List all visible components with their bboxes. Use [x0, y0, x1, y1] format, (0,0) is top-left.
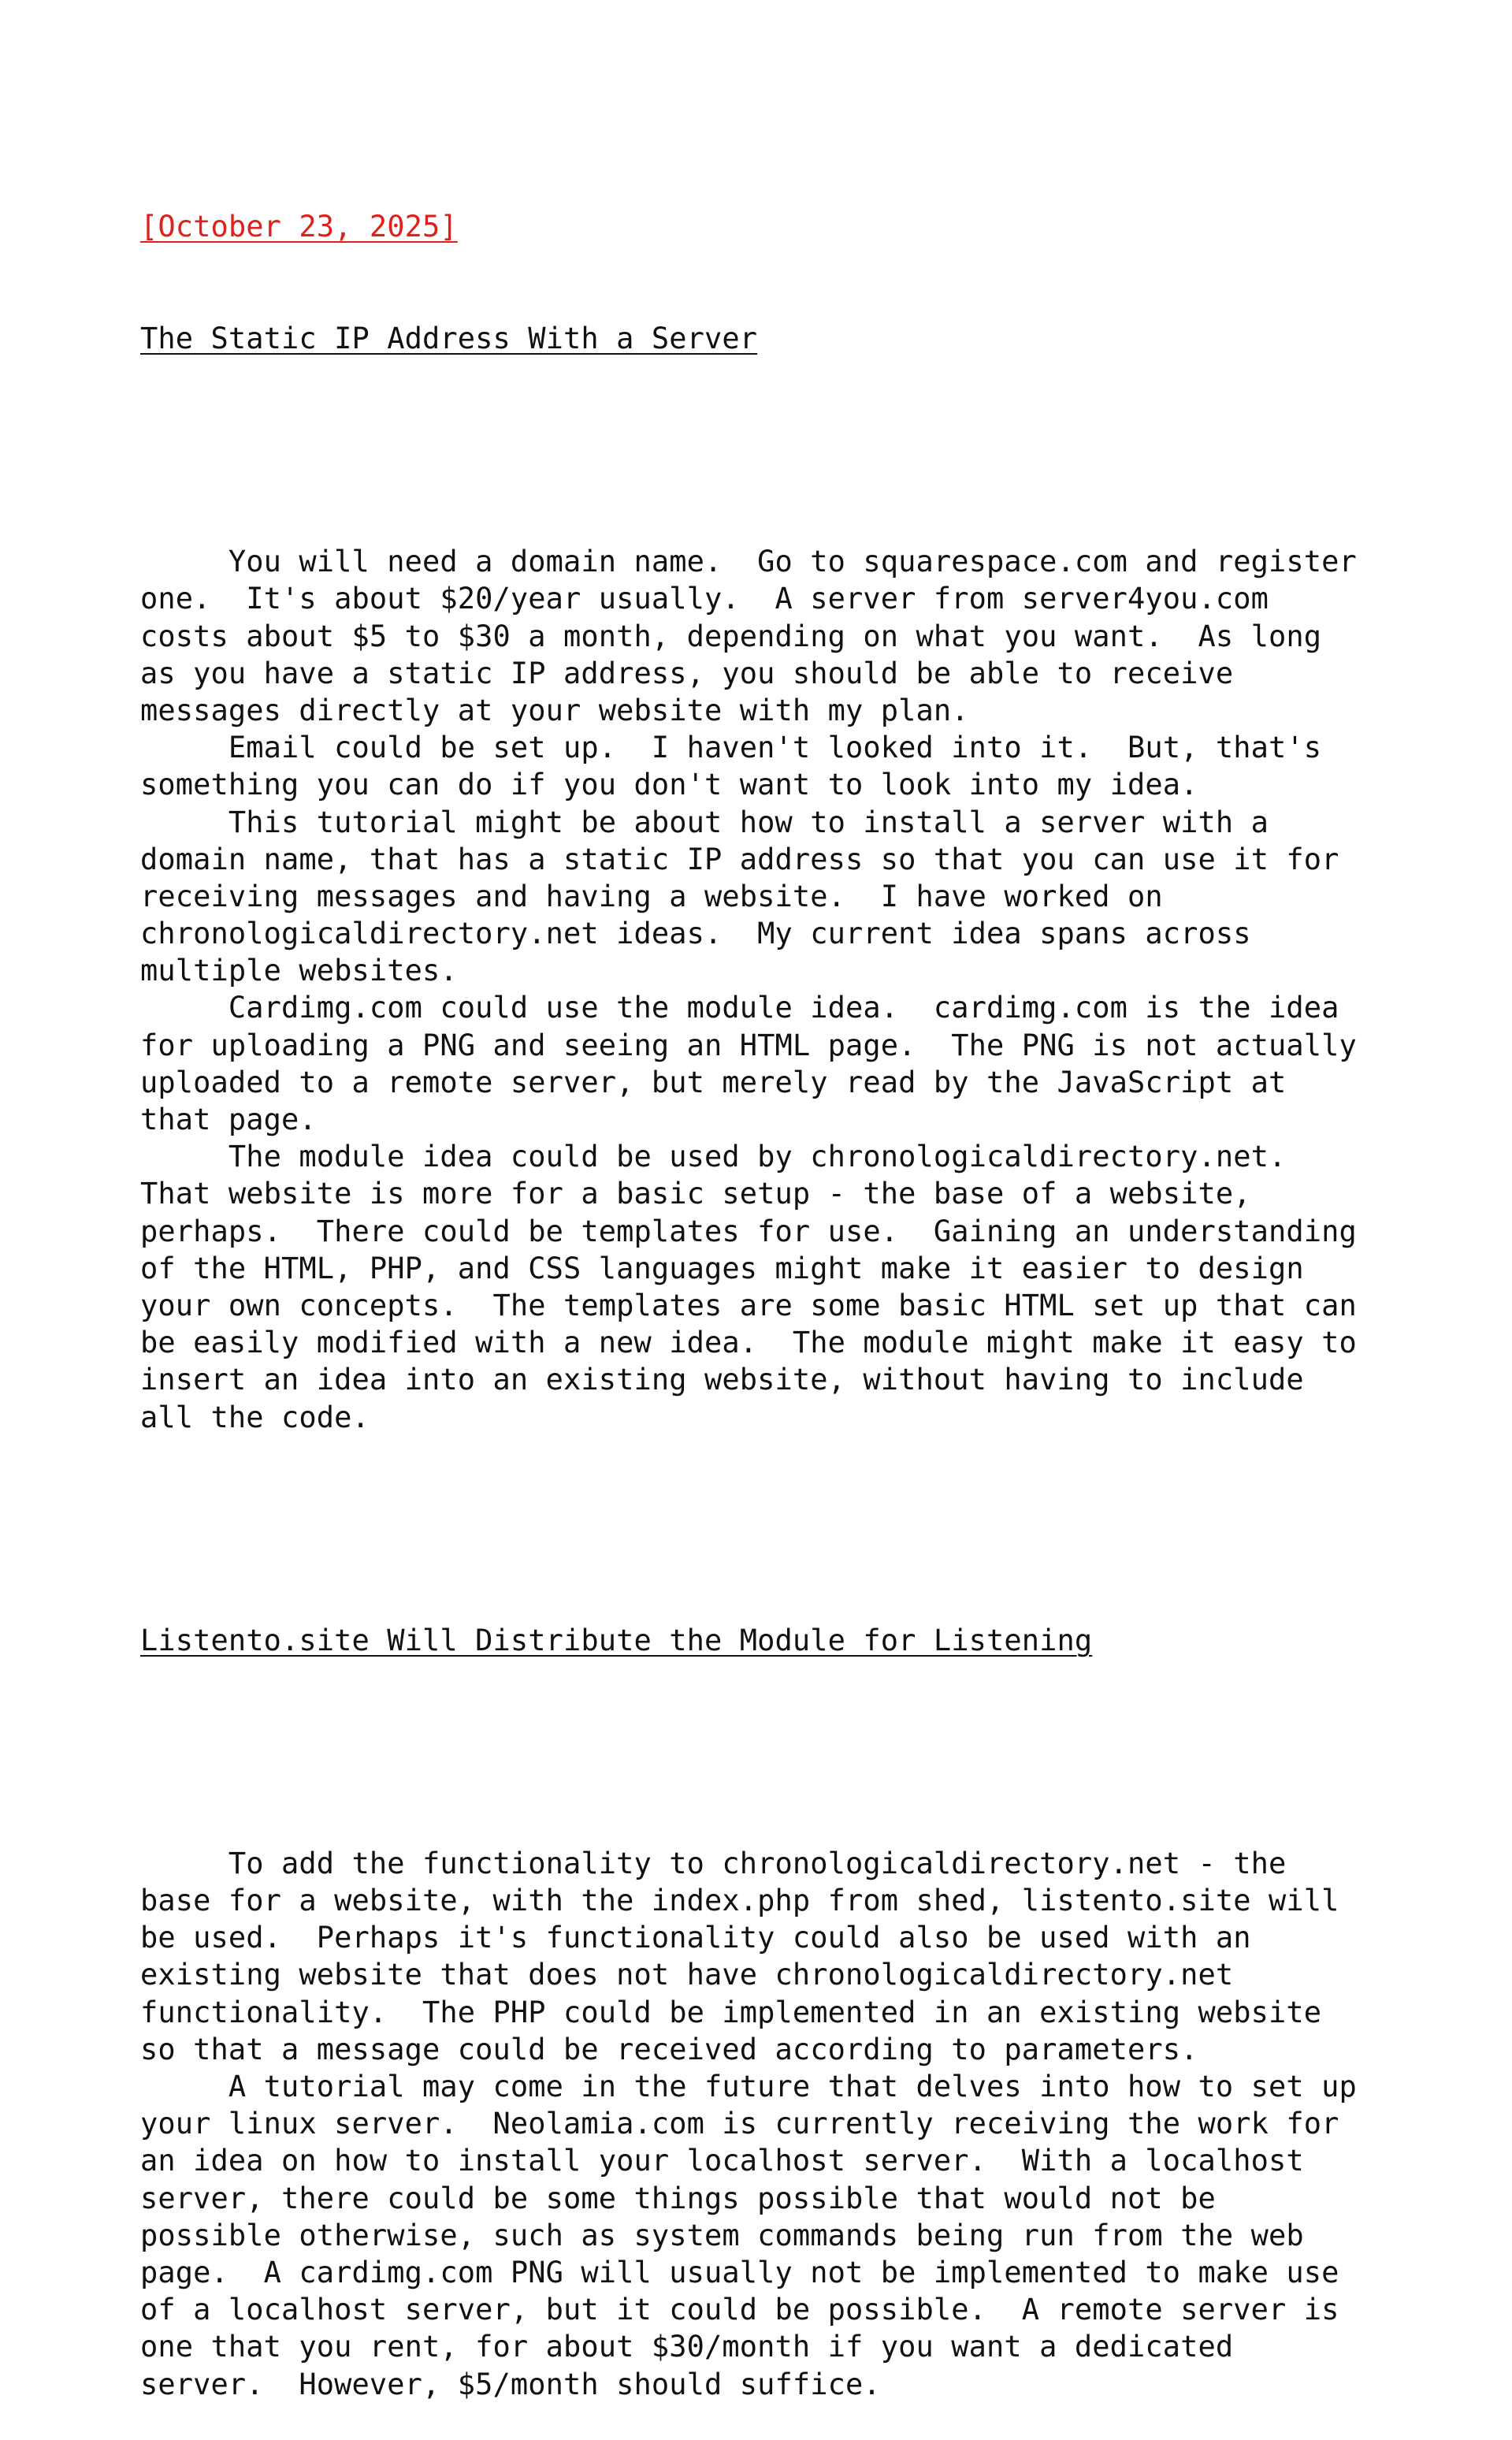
text-line: as you have a static IP address, you should be able to receive	[140, 656, 1234, 690]
text-line: of a localhost server, but it could be possible. A remote server is	[140, 2293, 1339, 2327]
text-line: perhaps. There could be templates for use. Gaining an understanding	[140, 1214, 1357, 1248]
text-line: receiving messages and having a website. I have worked on	[140, 879, 1163, 913]
document-date: [October 23, 2025]	[140, 210, 458, 244]
text-line: insert an idea into an existing website, without having to include	[140, 1363, 1304, 1397]
text-line: be easily modified with a new idea. The module might make it easy to	[140, 1326, 1357, 1360]
text-line: all the code.	[140, 1400, 370, 1434]
text-line: possible otherwise, such as system commands being run from the web	[140, 2218, 1304, 2252]
text-line: existing website that does not have chronologicaldirectory.net	[140, 1958, 1234, 1992]
text-line: functionality. The PHP could be implemented in an existing website	[140, 1995, 1322, 2029]
text-line: for uploading a PNG and seeing an HTML page. The PNG is not actually	[140, 1028, 1357, 1062]
text-line: server, there could be some things possible that would not be	[140, 2181, 1216, 2215]
document-title: The Static IP Address With a Server	[140, 322, 758, 355]
text-line: page. A cardimg.com PNG will usually not be implemented to make use	[140, 2255, 1339, 2289]
text-line: Email could be set up. I haven't looked into it. But, that's	[140, 731, 1322, 765]
text-line: A tutorial may come in the future that delves into how to set up	[140, 2070, 1357, 2103]
text-line: To add the functionality to chronologicaldirectory.net - the	[140, 1846, 1287, 1880]
text-line: multiple websites.	[140, 954, 458, 988]
text-line: costs about $5 to $30 a month, depending on what you want. As long	[140, 619, 1322, 653]
text-line: That website is more for a basic setup - the base of a website,	[140, 1177, 1251, 1211]
text-line: chronologicaldirectory.net ideas. My current idea spans across	[140, 917, 1251, 951]
text-line: You will need a domain name. Go to squarespace.com and register	[140, 545, 1357, 579]
text-line: one that you rent, for about $30/month if you want a dedicated	[140, 2330, 1234, 2364]
spacer	[140, 432, 1401, 469]
text-line: an idea on how to install your localhost server. With a localhost	[140, 2144, 1304, 2178]
text-line: messages directly at your website with my plan.	[140, 693, 969, 727]
text-line: of the HTML, PHP, and CSS languages might make it easier to design	[140, 1251, 1304, 1285]
section-subheading: Listento.site Will Distribute the Module for Listening	[140, 1623, 1093, 1657]
text-line: domain name, that has a static IP address so that you can use it for	[140, 842, 1339, 876]
text-line: so that a message could be received according to parameters.	[140, 2032, 1198, 2066]
spacer	[140, 1733, 1401, 1770]
text-line: one. It's about $20/year usually. A server from server4you.com	[140, 582, 1269, 616]
text-line: be used. Perhaps it's functionality could also be used with an	[140, 1921, 1251, 1955]
text-line: uploaded to a remote server, but merely read by the JavaScript at	[140, 1065, 1287, 1099]
section-one-body	[140, 543, 1401, 1436]
document-page	[140, 134, 1401, 2440]
text-line: This tutorial might be about how to install a server with a	[140, 805, 1269, 839]
text-line: base for a website, with the index.php from shed, listento.site will	[140, 1884, 1339, 1918]
text-line: your linux server. Neolamia.com is currently receiving the work for	[140, 2107, 1339, 2141]
text-line: your own concepts. The templates are some basic HTML set up that can	[140, 1288, 1357, 1322]
text-line: something you can do if you don't want to look into my idea.	[140, 768, 1198, 802]
text-line: that page.	[140, 1103, 317, 1136]
text-line: server. However, $5/month should suffice.	[140, 2367, 881, 2401]
text-line: Cardimg.com could use the module idea. cardimg.com is the idea	[140, 991, 1339, 1025]
text-line: The module idea could be used by chronologicaldirectory.net.	[140, 1140, 1287, 1174]
spacer	[140, 1510, 1401, 1547]
section-two-body	[140, 1845, 1401, 2403]
